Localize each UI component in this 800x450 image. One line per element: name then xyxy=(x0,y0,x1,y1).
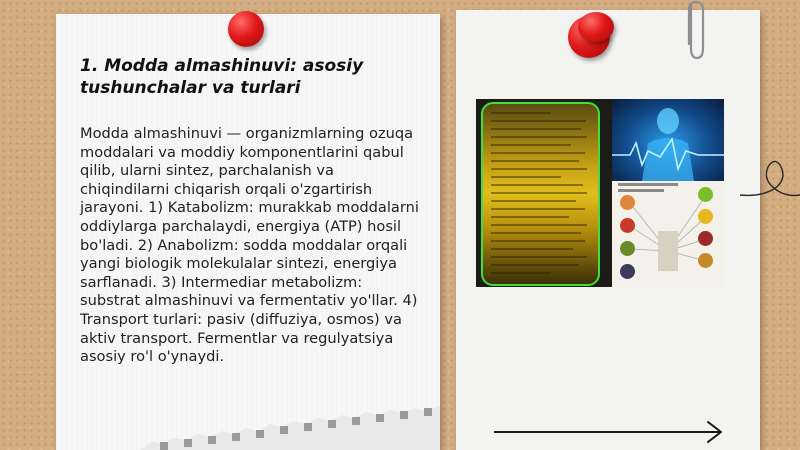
slide-body-text: Modda almashinuvi — organizmlarning ozuqa moddalari va moddiy komponentlarini qabul qilib, ularni sintez, parchalanish va chiqindilarni chiqarish orqali o'zgartirish jarayoni. 1) Katabolizm: murakkab moddalarni oddiylarga parchalaydi, energiya (ATP) hosil bo'ladi. 2) Anabolizm: sodda moddalar orqali yangi biologik molekulalar sintezi, energiya sarflanadi. 3) Intermediar metabolizm: substrat almashinuvi va fermentativ yo'llar. 4) Transport turlari: pasiv (diffuziya, osmos) va aktiv transport. Fermentlar va regulyatsiya asosiy ro'l o'ynaydi. xyxy=(80,125,419,366)
slide-title: 1. Modda almashinuvi: asosiy tushunchalar va turlari xyxy=(80,56,364,98)
metabolism-illustration xyxy=(476,99,724,287)
arrow-right-icon xyxy=(494,417,726,447)
text-panel-image xyxy=(481,102,600,286)
doodle-loop-icon xyxy=(740,155,800,205)
paper-clip-icon xyxy=(684,0,708,62)
torn-paper-edge xyxy=(140,404,440,450)
nutrients-diagram-image xyxy=(612,181,724,287)
push-pin-icon xyxy=(578,12,614,42)
human-body-image xyxy=(612,99,724,181)
push-pin-icon xyxy=(228,11,264,47)
